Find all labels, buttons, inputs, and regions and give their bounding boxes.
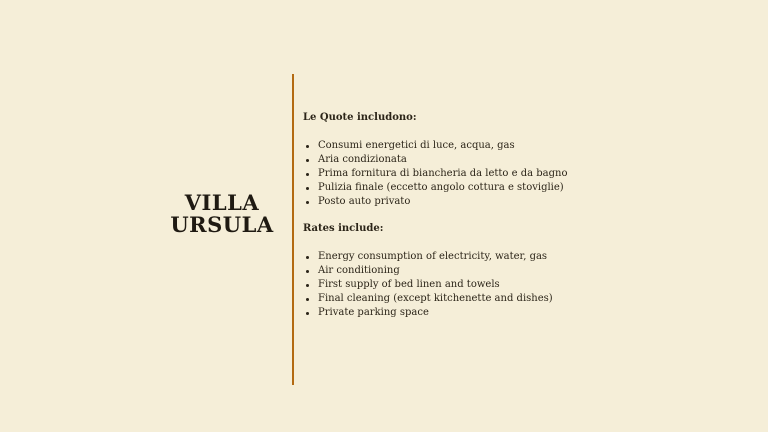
- bullet-icon: [306, 187, 309, 190]
- list-item-text: Prima fornitura di biancheria da letto e da bagno: [318, 168, 568, 179]
- italian-list: [303, 139, 743, 209]
- bullet-icon: [306, 298, 309, 301]
- list-item: [303, 195, 743, 209]
- bullet-icon: [306, 201, 309, 204]
- list-item: [303, 264, 743, 278]
- list-item: [303, 292, 743, 306]
- villa-name-line1: VILLA: [184, 190, 260, 215]
- list-item: [303, 153, 743, 167]
- list-item: [303, 250, 743, 264]
- list-item: [303, 278, 743, 292]
- list-item-text: Private parking space: [318, 307, 429, 318]
- bullet-icon: [306, 270, 309, 273]
- vertical-divider: [292, 74, 294, 385]
- list-item: [303, 139, 743, 153]
- list-item-text: Air conditioning: [318, 265, 400, 276]
- english-section-title: Rates include:: [303, 223, 384, 234]
- bullet-icon: [306, 312, 309, 315]
- list-item-text: Final cleaning (except kitchenette and dishes): [318, 293, 553, 304]
- italian-section-title: Le Quote includono:: [303, 112, 417, 123]
- list-item-text: Energy consumption of electricity, water, gas: [318, 251, 548, 262]
- list-item-text: Aria condizionata: [318, 154, 407, 165]
- list-item: [303, 167, 743, 181]
- bullet-icon: [306, 173, 309, 176]
- list-item: [303, 306, 743, 320]
- villa-name-line2: URSULA: [170, 212, 274, 237]
- list-item-text: Posto auto privato: [318, 196, 411, 207]
- bullet-icon: [306, 284, 309, 287]
- bullet-icon: [306, 159, 309, 162]
- list-item: [303, 181, 743, 195]
- bullet-icon: [306, 256, 309, 259]
- list-item-text: First supply of bed linen and towels: [318, 279, 500, 290]
- rates-content: [303, 111, 743, 320]
- list-item-text: Pulizia finale (eccetto angolo cottura e stoviglie): [318, 182, 564, 193]
- villa-name: [160, 192, 284, 236]
- bullet-icon: [306, 145, 309, 148]
- english-list: [303, 250, 743, 320]
- list-item-text: Consumi energetici di luce, acqua, gas: [318, 140, 515, 151]
